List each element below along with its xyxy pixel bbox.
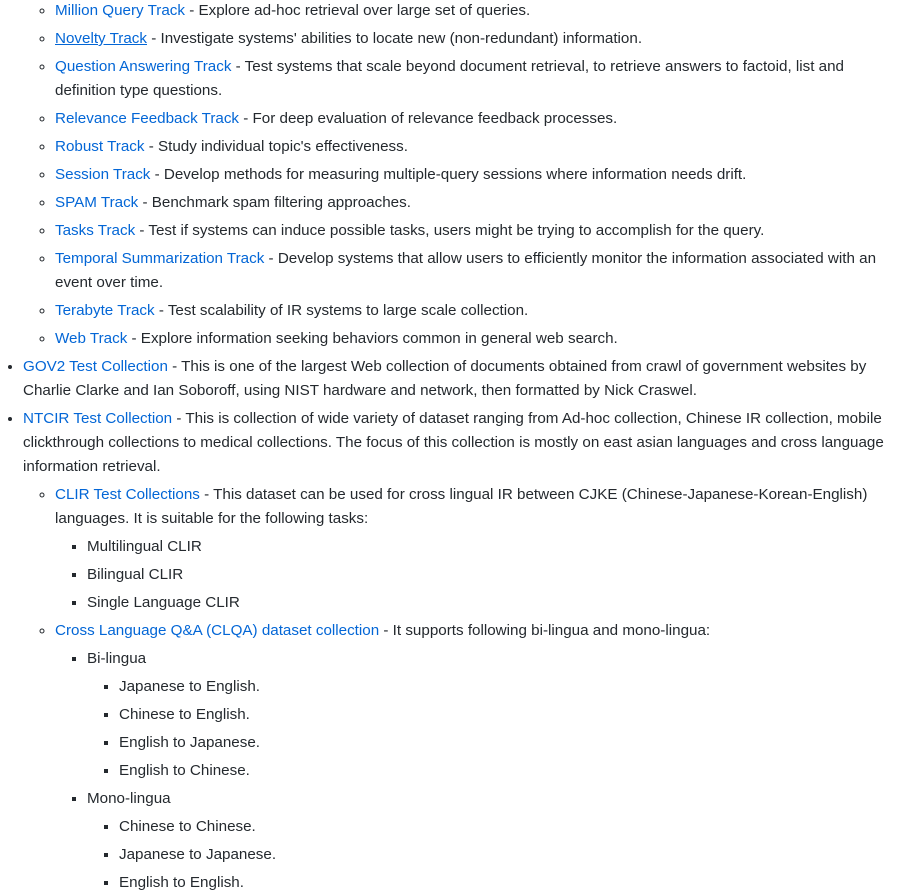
link-novelty-track[interactable]: Novelty Track <box>55 30 147 47</box>
list-item-clir-test-collections <box>55 483 890 615</box>
list-item-japanese-to-japanese <box>119 843 890 867</box>
item-text: English to Japanese. <box>119 734 261 751</box>
link-relevance-feedback-track[interactable]: Relevance Feedback Track <box>55 110 240 127</box>
item-text: Bi-lingua <box>87 650 147 667</box>
item-description: - Test scalability of IR systems to large scale collection. <box>154 302 529 319</box>
list-item-chinese-to-english <box>119 703 890 727</box>
list-item-english-to-chinese <box>119 759 890 783</box>
link-clir-test-collections[interactable]: CLIR Test Collections <box>55 486 200 503</box>
item-description: - Test systems that scale beyond document retrieval, to retrieve answers to factoid, list and definition type questions. <box>55 58 845 99</box>
link-tasks-track[interactable]: Tasks Track <box>55 222 136 239</box>
list-item-chinese-to-chinese <box>119 815 890 839</box>
item-description: - This dataset can be used for cross lingual IR between CJKE (Chinese-Japanese-Korean-English) languages. It is suitable for the following tasks: <box>55 486 868 527</box>
link-question-answering-track[interactable]: Question Answering Track <box>55 58 232 75</box>
list-item-novelty-track <box>55 27 890 51</box>
list-item-mono-lingua <box>87 787 890 895</box>
item-description: - It supports following bi-lingua and mono-lingua: <box>379 622 711 639</box>
list-item-bi-lingua <box>87 647 890 783</box>
list-item-web-track <box>55 327 890 351</box>
nested-list <box>23 483 890 895</box>
collections-list <box>0 355 890 895</box>
link-gov2-test-collection[interactable]: GOV2 Test Collection <box>23 358 168 375</box>
list-item-spam-track <box>55 191 890 215</box>
list-item-gov2-test-collection <box>23 355 890 403</box>
item-description: - Test if systems can induce possible tasks, users might be trying to accomplish for the query. <box>135 222 765 239</box>
item-description: - Study individual topic's effectiveness. <box>144 138 408 155</box>
link-temporal-summarization-track[interactable]: Temporal Summarization Track <box>55 250 265 267</box>
item-description: - Develop systems that allow users to efficiently monitor the information associated with an event over time. <box>55 250 877 291</box>
list-item-cross-language-q-a-clqa-dataset-collection <box>55 619 890 895</box>
item-text: Chinese to Chinese. <box>119 818 256 835</box>
item-description: - This is collection of wide variety of dataset ranging from Ad-hoc collection, Chinese IR collection, mobile clickthrough collections to medical collections. The focus of this collection is mostly on east asian languages and cross language information retrieval. <box>23 410 884 475</box>
nested-list <box>87 675 890 783</box>
list-item-question-answering-track <box>55 55 890 103</box>
item-description: - For deep evaluation of relevance feedback processes. <box>239 110 618 127</box>
list-item-japanese-to-english <box>119 675 890 699</box>
list-item-terabyte-track <box>55 299 890 323</box>
list-item-million-query-track <box>55 0 890 23</box>
link-spam-track[interactable]: SPAM Track <box>55 194 139 211</box>
link-million-query-track[interactable]: Million Query Track <box>55 2 185 19</box>
list-item-single-language-clir <box>87 591 890 615</box>
list-item-bilingual-clir <box>87 563 890 587</box>
item-description: - Develop methods for measuring multiple-query sessions where information needs drift. <box>150 166 747 183</box>
item-description: - This is one of the largest Web collection of documents obtained from crawl of government websites by Charlie Clarke and Ian Soboroff, using NIST hardware and network, then formatted by Nick Craswel. <box>23 358 867 399</box>
item-text: Japanese to English. <box>119 678 261 695</box>
item-text: Multilingual CLIR <box>87 538 202 555</box>
list-item-ntcir-test-collection <box>23 407 890 895</box>
item-text: English to Chinese. <box>119 762 250 779</box>
item-text: Chinese to English. <box>119 706 250 723</box>
link-robust-track[interactable]: Robust Track <box>55 138 145 155</box>
nested-list <box>87 815 890 895</box>
link-terabyte-track[interactable]: Terabyte Track <box>55 302 155 319</box>
list-item-english-to-japanese <box>119 731 890 755</box>
list-item-tasks-track <box>55 219 890 243</box>
link-ntcir-test-collection[interactable]: NTCIR Test Collection <box>23 410 173 427</box>
item-text: Mono-lingua <box>87 790 171 807</box>
list-item-relevance-feedback-track <box>55 107 890 131</box>
item-description: - Investigate systems' abilities to locate new (non-redundant) information. <box>147 30 643 47</box>
link-session-track[interactable]: Session Track <box>55 166 151 183</box>
trec-tracks-list <box>0 0 890 351</box>
item-text: Single Language CLIR <box>87 594 240 611</box>
item-text: Bilingual CLIR <box>87 566 184 583</box>
list-item-multilingual-clir <box>87 535 890 559</box>
item-text: English to English. <box>119 874 244 891</box>
list-item-robust-track <box>55 135 890 159</box>
link-web-track[interactable]: Web Track <box>55 330 128 347</box>
item-description: - Benchmark spam filtering approaches. <box>138 194 411 211</box>
nested-list <box>55 647 890 895</box>
list-item-session-track <box>55 163 890 187</box>
item-description: - Explore ad-hoc retrieval over large set of queries. <box>184 2 531 19</box>
item-description: - Explore information seeking behaviors common in general web search. <box>127 330 618 347</box>
link-cross-language-q-a-clqa-dataset-collection[interactable]: Cross Language Q&A (CLQA) dataset collection <box>55 622 380 639</box>
item-text: Japanese to Japanese. <box>119 846 277 863</box>
nested-list <box>55 535 890 615</box>
list-item-temporal-summarization-track <box>55 247 890 295</box>
